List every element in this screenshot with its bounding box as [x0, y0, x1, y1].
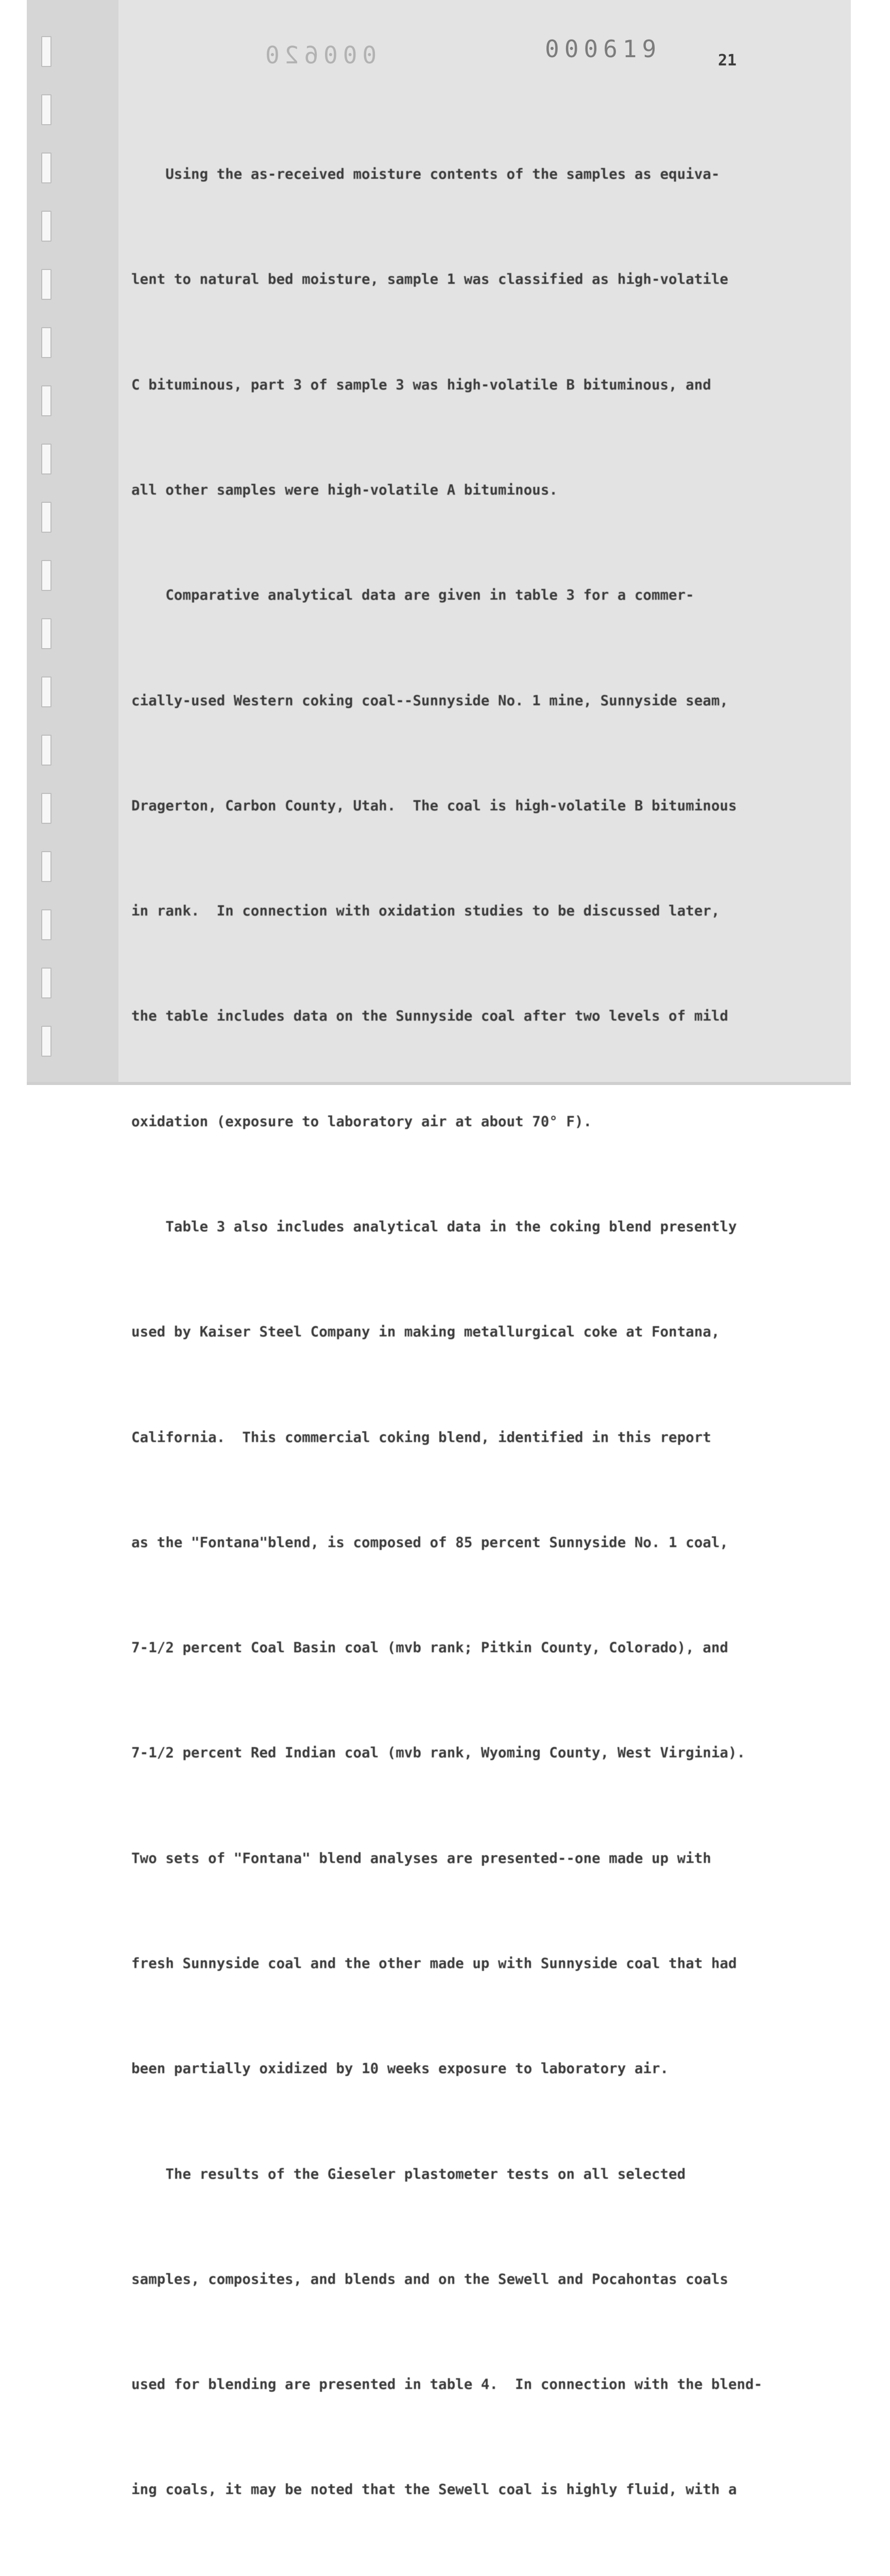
film-perforation	[41, 502, 52, 533]
film-perforation	[41, 327, 52, 358]
film-perforation	[41, 676, 52, 707]
text-line: Dragerton, Carbon County, Utah. The coal is high-volatile B bituminous	[131, 797, 737, 814]
text-line: fresh Sunnyside coal and the other made up with Sunnyside coal that had	[131, 1955, 737, 1972]
text-line: Using the as-received moisture contents of the samples as equiva-	[131, 166, 720, 183]
film-perforation	[41, 36, 52, 67]
text-line: California. This commercial coking blend, identified in this report	[131, 1429, 711, 1446]
text-line: 7-1/2 percent Coal Basin coal (mvb rank; Pitkin County, Colorado), and	[131, 1639, 728, 1656]
page-number: 21	[718, 52, 737, 70]
text-line: Table 3 also includes analytical data in the coking blend presently	[131, 1218, 737, 1235]
text-line: in rank. In connection with oxidation studies to be discussed later,	[131, 903, 720, 920]
film-perforation	[41, 94, 52, 125]
film-perforation	[41, 1026, 52, 1057]
film-perforation	[41, 444, 52, 474]
text-line: as the "Fontana"blend, is composed of 85 percent Sunnyside No. 1 coal,	[131, 1534, 728, 1551]
film-perforation	[41, 560, 52, 591]
text-line: oxidation (exposure to laboratory air at about 70° F).	[131, 1113, 592, 1130]
text-line: The results of the Gieseler plastometer tests on all selected	[131, 2165, 686, 2182]
film-perforation	[41, 618, 52, 649]
text-line: been partially oxidized by 10 weeks exposure to laboratory air.	[131, 2060, 669, 2077]
text-line: Comparative analytical data are given in table 3 for a commer-	[131, 587, 694, 604]
body-text	[131, 87, 780, 2576]
film-perforation	[41, 968, 52, 998]
film-perforation	[41, 793, 52, 824]
film-perforation	[41, 909, 52, 940]
film-perforation	[41, 735, 52, 766]
frame-number-stamp: 000619	[545, 35, 662, 63]
text-line: used by Kaiser Steel Company in making metallurgical coke at Fontana,	[131, 1324, 720, 1341]
text-line: ing coals, it may be noted that the Sewell coal is highly fluid, with a	[131, 2481, 737, 2498]
text-line: 7-1/2 percent Red Indian coal (mvb rank, Wyoming County, West Virginia).	[131, 1744, 746, 1761]
text-line: the table includes data on the Sunnyside coal after two levels of mild	[131, 1008, 728, 1025]
bleed-through-frame-number: 000620	[260, 41, 377, 69]
text-line: all other samples were high-volatile A bituminous.	[131, 482, 558, 499]
scan-bottom-edge	[27, 1082, 851, 1085]
film-perforation	[41, 211, 52, 242]
text-line: cially-used Western coking coal--Sunnyside No. 1 mine, Sunnyside seam,	[131, 692, 728, 709]
text-line: Two sets of "Fontana" blend analyses are presented--one made up with	[131, 1850, 711, 1867]
microfilm-perforation-strip	[27, 0, 119, 1082]
film-perforation	[41, 385, 52, 416]
text-line: used for blending are presented in table 4. In connection with the blend-	[131, 2376, 763, 2393]
film-perforation	[41, 851, 52, 882]
text-line: lent to natural bed moisture, sample 1 was classified as high-volatile	[131, 271, 728, 288]
text-line: samples, composites, and blends and on the Sewell and Pocahontas coals	[131, 2270, 728, 2287]
text-line: C bituminous, part 3 of sample 3 was high-volatile B bituminous, and	[131, 376, 711, 393]
film-perforation	[41, 269, 52, 300]
film-perforation	[41, 152, 52, 183]
